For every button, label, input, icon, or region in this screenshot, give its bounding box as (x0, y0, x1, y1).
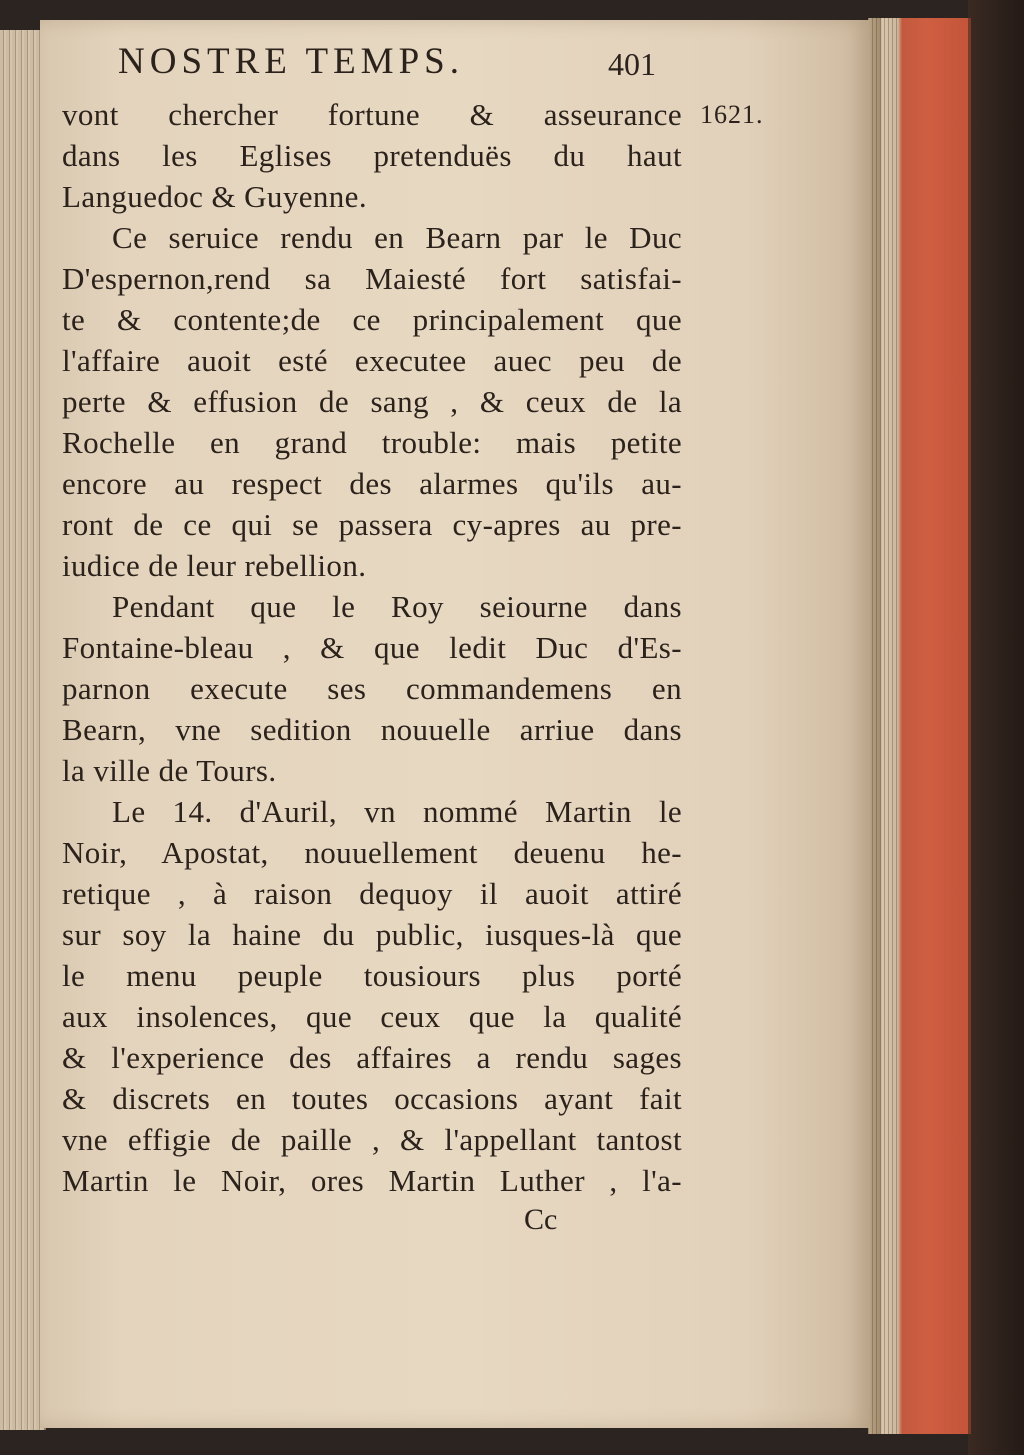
book-cover-edge (968, 0, 1024, 1455)
text-line: retique , à raison dequoy il auoit attiré (62, 876, 682, 911)
page-header (62, 40, 682, 94)
text-line: Fontaine-bleau , & que ledit Duc d'Es- (62, 630, 682, 665)
text-line: le menu peuple tousiours plus porté (62, 958, 682, 993)
text-line: Languedoc & Guyenne. (62, 179, 367, 214)
text-line: & discrets en toutes occasions ayant fait (62, 1081, 682, 1116)
text-line: l'affaire auoit esté executee auec peu de (62, 343, 682, 378)
margin-year-note: 1621. (700, 100, 764, 129)
text-line: D'espernon,rend sa Maiesté fort satisfai- (62, 261, 682, 296)
running-title: NOSTRE TEMPS. (118, 41, 464, 82)
page-edge-lines (868, 18, 898, 1434)
text-line: parnon execute ses commandemens en (62, 671, 682, 706)
text-line: perte & effusion de sang , & ceux de la (62, 384, 682, 419)
page-number: 401 (608, 46, 656, 82)
text-line: vne effigie de paille , & l'appellant tantost (62, 1122, 682, 1157)
text-line: te & contente;de ce principalement que (62, 302, 682, 337)
text-block (62, 40, 682, 1236)
text-line: vont chercher fortune & asseurance (62, 97, 682, 132)
text-line: Martin le Noir, ores Martin Luther , l'a- (62, 1163, 682, 1198)
text-line: Noir, Apostat, nouuellement deuenu he- (62, 835, 682, 870)
text-line: dans les Eglises pretenduës du haut (62, 138, 682, 173)
text-line: Pendant que le Roy seiourne dans (112, 589, 682, 624)
catchword: Cc (524, 1203, 558, 1236)
text-line: la ville de Tours. (62, 753, 277, 788)
text-line: encore au respect des alarmes qu'ils au- (62, 466, 682, 501)
text-line: Le 14. d'Auril, vn nommé Martin le (112, 794, 682, 829)
text-line: Rochelle en grand trouble: mais petite (62, 425, 682, 460)
text-line: & l'experience des affaires a rendu sages (62, 1040, 682, 1075)
text-line: Bearn, vne sedition nouuelle arriue dans (62, 712, 682, 747)
right-page-block-red-edge (868, 18, 971, 1434)
text-line: Ce seruice rendu en Bearn par le Duc (112, 220, 682, 255)
text-line: iudice de leur rebellion. (62, 548, 367, 583)
text-line: sur soy la haine du public, iusques-là que (62, 917, 682, 952)
text-line: aux insolences, que ceux que la qualité (62, 999, 682, 1034)
text-line: ront de ce qui se passera cy-apres au pre- (62, 507, 682, 542)
